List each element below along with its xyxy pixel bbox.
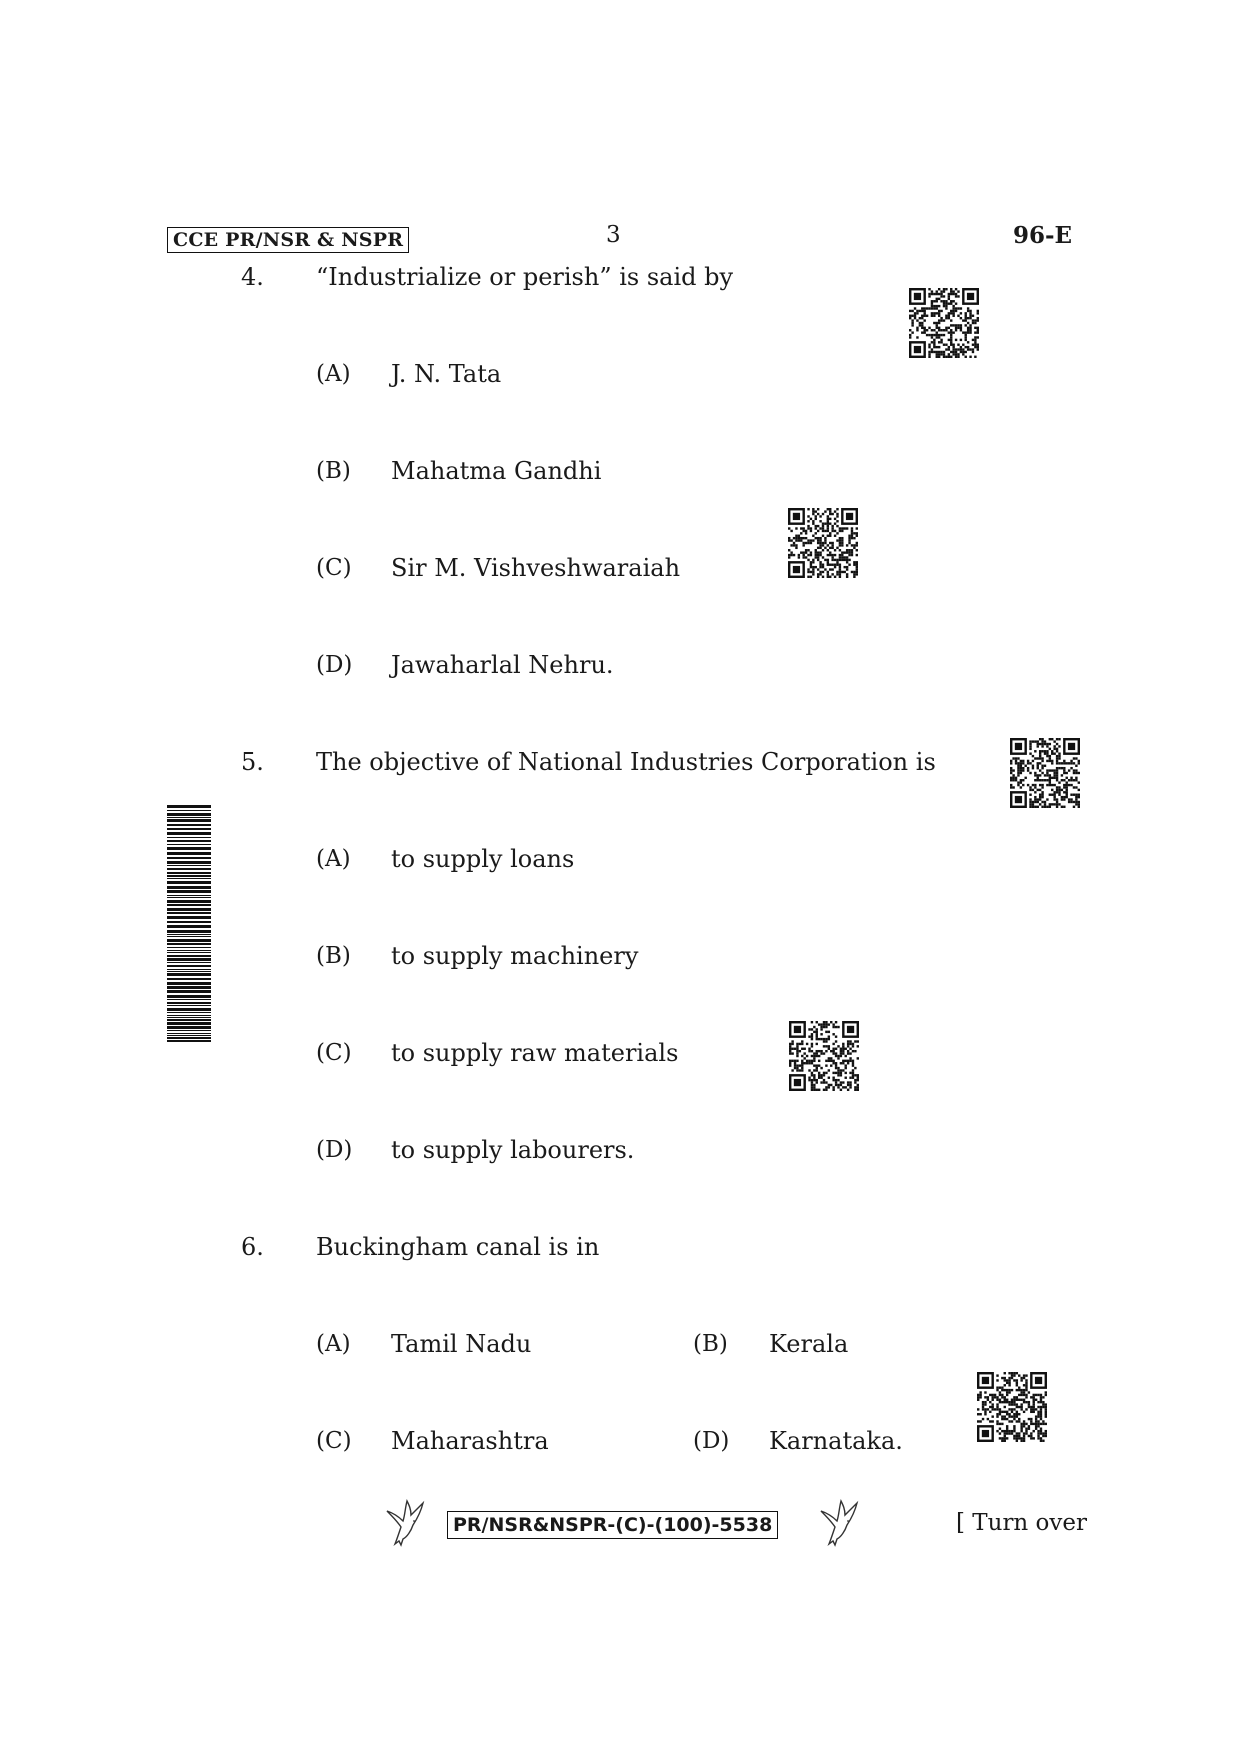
qr-code-icon xyxy=(909,288,979,358)
barcode-icon xyxy=(167,805,211,1045)
q6-option-b-text: Kerala xyxy=(769,1330,849,1358)
q6-option-c-label: (C) xyxy=(316,1428,352,1454)
q5-option-d-text: to supply labourers. xyxy=(391,1136,635,1164)
q5-option-b-text: to supply machinery xyxy=(391,942,639,970)
qr-code-icon xyxy=(789,1021,859,1091)
q4-option-a-text: J. N. Tata xyxy=(391,360,502,388)
qr-code-icon xyxy=(1010,738,1080,808)
dove-icon xyxy=(815,1497,861,1547)
turn-over-note: [ Turn over xyxy=(956,1510,1088,1536)
q5-option-c-text: to supply raw materials xyxy=(391,1039,679,1067)
q6-option-c-text: Maharashtra xyxy=(391,1427,549,1455)
question-5-number: 5. xyxy=(241,748,264,776)
question-4-number: 4. xyxy=(241,263,264,291)
q4-option-c-text: Sir M. Vishveshwaraiah xyxy=(391,554,681,582)
dove-icon xyxy=(381,1497,427,1547)
q6-option-a-text: Tamil Nadu xyxy=(391,1330,532,1358)
q5-option-b-label: (B) xyxy=(316,943,351,969)
q4-option-d-label: (D) xyxy=(316,652,353,678)
q6-option-b-label: (B) xyxy=(693,1331,728,1357)
q6-option-d-label: (D) xyxy=(693,1428,730,1454)
q4-option-a-label: (A) xyxy=(316,361,351,387)
question-6-number: 6. xyxy=(241,1233,264,1261)
q4-option-d-text: Jawaharlal Nehru. xyxy=(391,651,614,679)
question-5-text: The objective of National Industries Corporation is xyxy=(316,748,936,776)
q4-option-c-label: (C) xyxy=(316,555,352,581)
qr-code-icon xyxy=(788,508,858,578)
qr-code-icon xyxy=(977,1372,1047,1442)
q5-option-a-label: (A) xyxy=(316,846,351,872)
question-6-text: Buckingham canal is in xyxy=(316,1233,600,1261)
page-number: 3 xyxy=(606,222,621,248)
question-4-text: “Industrialize or perish” is said by xyxy=(316,263,734,291)
footer-code: PR/NSR&NSPR-(C)-(100)-5538 xyxy=(447,1511,778,1539)
q5-option-c-label: (C) xyxy=(316,1040,352,1066)
q5-option-a-text: to supply loans xyxy=(391,845,575,873)
q5-option-d-label: (D) xyxy=(316,1137,353,1163)
q6-option-d-text: Karnataka. xyxy=(769,1427,903,1455)
header-code: CCE PR/NSR & NSPR xyxy=(167,227,409,253)
q4-option-b-label: (B) xyxy=(316,458,351,484)
paper-id: 96-E xyxy=(1013,222,1073,249)
q6-option-a-label: (A) xyxy=(316,1331,351,1357)
q4-option-b-text: Mahatma Gandhi xyxy=(391,457,602,485)
